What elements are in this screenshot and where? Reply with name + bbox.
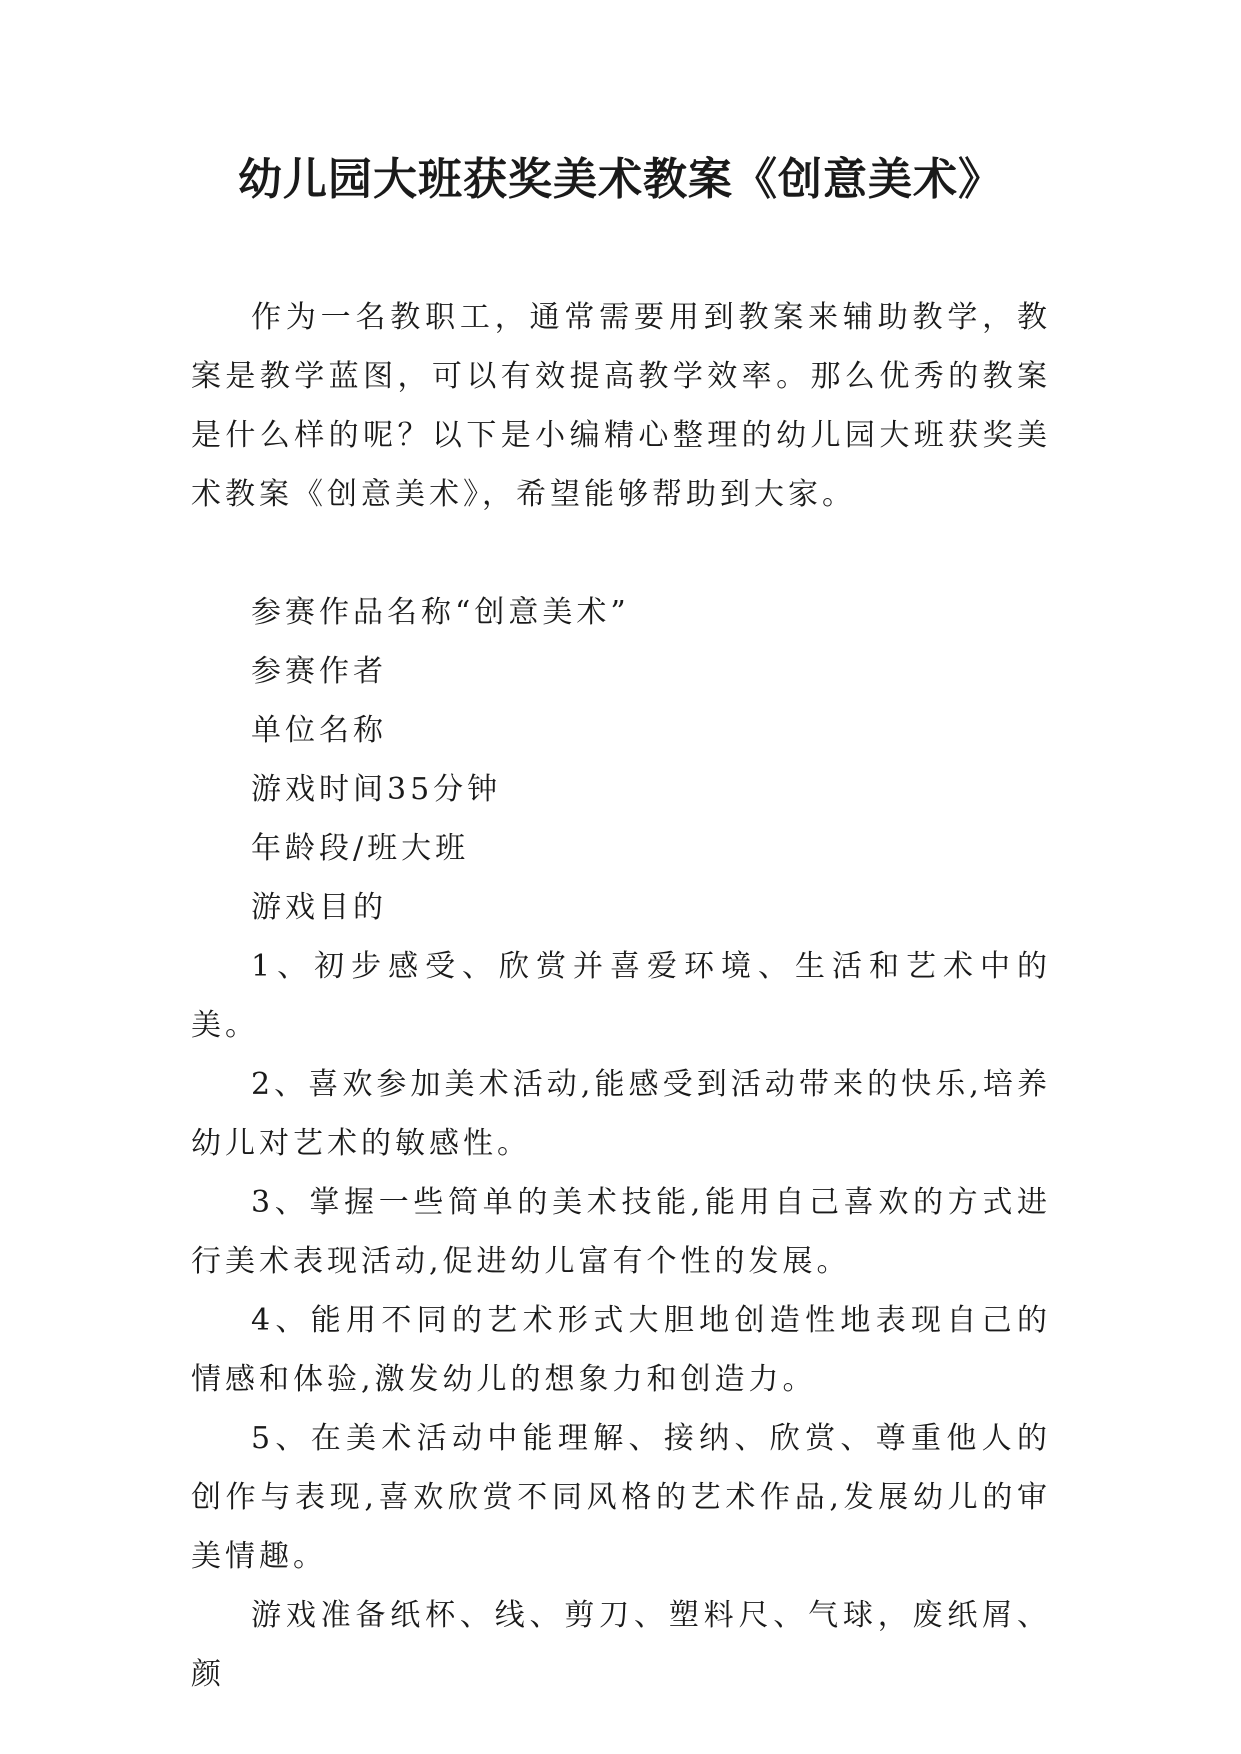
field-author: 参赛作者 [251, 654, 387, 689]
field-age-group: 年龄段/班大班 [251, 831, 470, 866]
goal-item: 3、掌握一些简单的美术技能,能用自己喜欢的方式进行美术表现活动,促进幼儿富有个性的发展。 [191, 1185, 1051, 1279]
field-purpose-heading: 游戏目的 [251, 890, 387, 925]
goal-item: 2、喜欢参加美术活动,能感受到活动带来的快乐,培养幼儿对艺术的敏感性。 [191, 1067, 1051, 1161]
field-duration: 游戏时间35分钟 [251, 772, 502, 807]
field-entry-name: 参赛作品名称“创意美术” [251, 595, 630, 630]
goal-item: 1、初步感受、欣赏并喜爱环境、生活和艺术中的美。 [191, 949, 1051, 1043]
preparation-paragraph: 游戏准备纸杯、线、剪刀、塑料尺、气球，废纸屑、颜 [191, 1598, 1051, 1692]
goal-item: 5、在美术活动中能理解、接纳、欣赏、尊重他人的创作与表现,喜欢欣赏不同风格的艺术作品,发展幼儿的审美情趣。 [191, 1421, 1051, 1574]
intro-paragraph: 作为一名教职工，通常需要用到教案来辅助教学，教案是教学蓝图，可以有效提高教学效率。那么优秀的教案是什么样的呢？以下是小编精心整理的幼儿园大班获奖美术教案《创意美术》，希望能够帮助到大家。 [191, 300, 1051, 512]
document-title: 幼儿园大班获奖美术教案《创意美术》 [238, 154, 1003, 205]
field-unit: 单位名称 [251, 713, 387, 748]
goal-item: 4、能用不同的艺术形式大胆地创造性地表现自己的情感和体验,激发幼儿的想象力和创造力。 [191, 1303, 1051, 1397]
document-body [191, 288, 1051, 1704]
